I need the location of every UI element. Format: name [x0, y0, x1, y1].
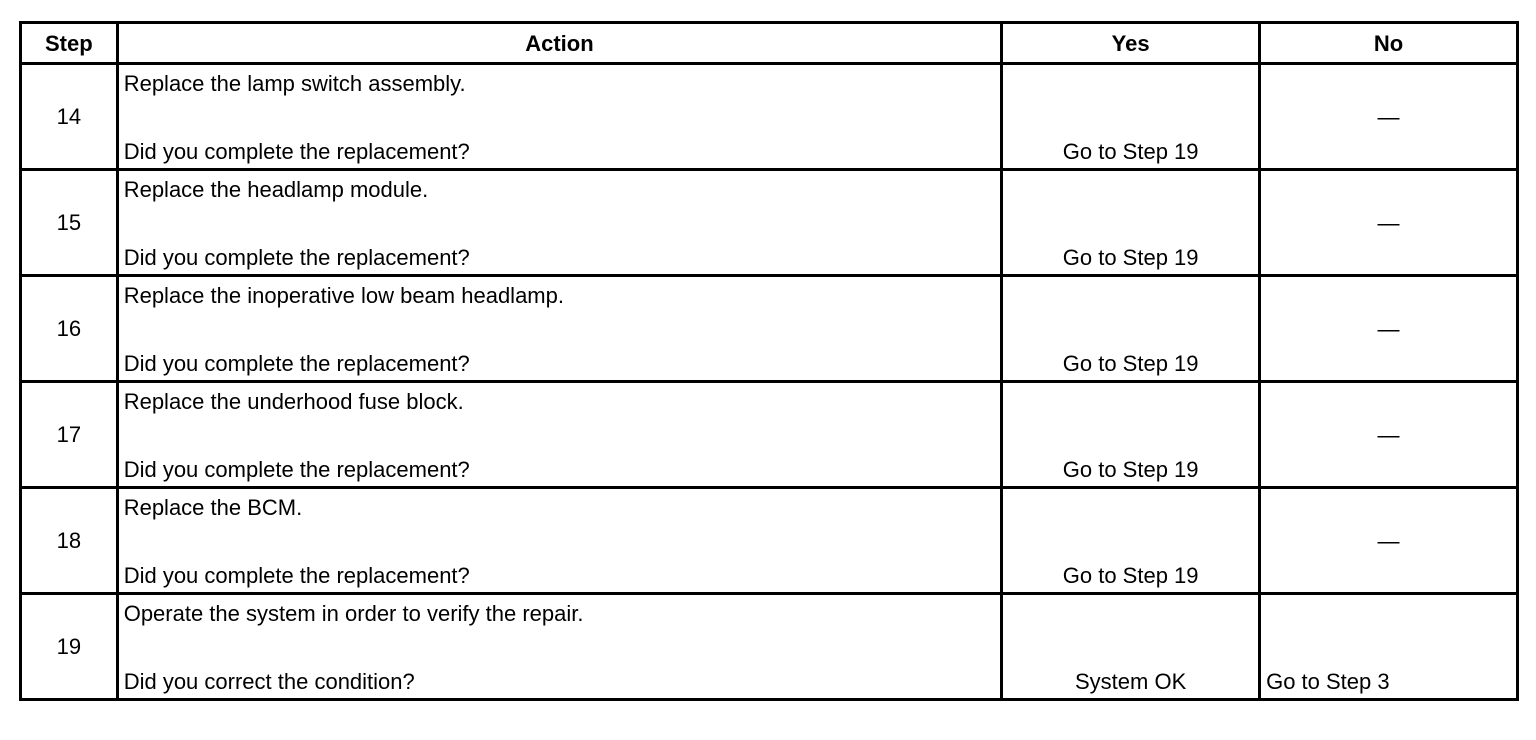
header-no: No — [1260, 23, 1518, 64]
no-cell — [1260, 276, 1518, 382]
action-question: Did you complete the replacement? — [123, 139, 470, 164]
action-text: Replace the headlamp module. — [123, 177, 429, 202]
no-result: — — [1377, 528, 1400, 553]
header-row — [21, 23, 1518, 64]
no-result: — — [1377, 210, 1400, 235]
table-row — [21, 170, 1518, 276]
yes-result: Go to Step 19 — [1062, 245, 1199, 270]
action-cell — [117, 64, 1001, 170]
no-cell — [1260, 488, 1518, 594]
action-question: Did you complete the replacement? — [123, 563, 470, 588]
action-question: Did you complete the replacement? — [123, 245, 470, 270]
yes-result: System OK — [1075, 669, 1187, 694]
no-result: Go to Step 3 — [1266, 669, 1390, 694]
header-action: Action — [117, 23, 1001, 64]
step-number: 18 — [21, 488, 118, 594]
no-cell — [1260, 64, 1518, 170]
step-number: 19 — [21, 594, 118, 700]
no-cell — [1260, 382, 1518, 488]
no-result: — — [1377, 422, 1400, 447]
header-yes: Yes — [1002, 23, 1260, 64]
action-cell — [117, 594, 1001, 700]
action-question: Did you correct the condition? — [123, 669, 415, 694]
yes-cell — [1002, 382, 1260, 488]
yes-result: Go to Step 19 — [1062, 563, 1199, 588]
no-cell — [1260, 170, 1518, 276]
step-number: 15 — [21, 170, 118, 276]
action-cell — [117, 382, 1001, 488]
table-row — [21, 64, 1518, 170]
table-row — [21, 276, 1518, 382]
no-result: — — [1377, 316, 1400, 341]
action-text: Replace the underhood fuse block. — [123, 389, 464, 414]
yes-cell — [1002, 594, 1260, 700]
no-result: — — [1377, 104, 1400, 129]
yes-cell — [1002, 64, 1260, 170]
yes-result: Go to Step 19 — [1062, 351, 1199, 376]
action-question: Did you complete the replacement? — [123, 457, 470, 482]
no-cell — [1260, 594, 1518, 700]
action-text: Replace the lamp switch assembly. — [123, 71, 466, 96]
yes-result: Go to Step 19 — [1062, 139, 1199, 164]
table-row — [21, 382, 1518, 488]
yes-cell — [1002, 170, 1260, 276]
action-question: Did you complete the replacement? — [123, 351, 470, 376]
action-cell — [117, 170, 1001, 276]
header-step: Step — [21, 23, 118, 64]
action-text: Replace the BCM. — [123, 495, 303, 520]
diagnostic-table — [19, 21, 1519, 701]
step-number: 17 — [21, 382, 118, 488]
action-cell — [117, 276, 1001, 382]
action-text: Replace the inoperative low beam headlamp. — [123, 283, 564, 308]
action-cell — [117, 488, 1001, 594]
step-number: 16 — [21, 276, 118, 382]
yes-result: Go to Step 19 — [1062, 457, 1199, 482]
yes-cell — [1002, 488, 1260, 594]
action-text: Operate the system in order to verify the repair. — [123, 601, 584, 626]
table-row — [21, 488, 1518, 594]
step-number: 14 — [21, 64, 118, 170]
yes-cell — [1002, 276, 1260, 382]
table-row — [21, 594, 1518, 700]
